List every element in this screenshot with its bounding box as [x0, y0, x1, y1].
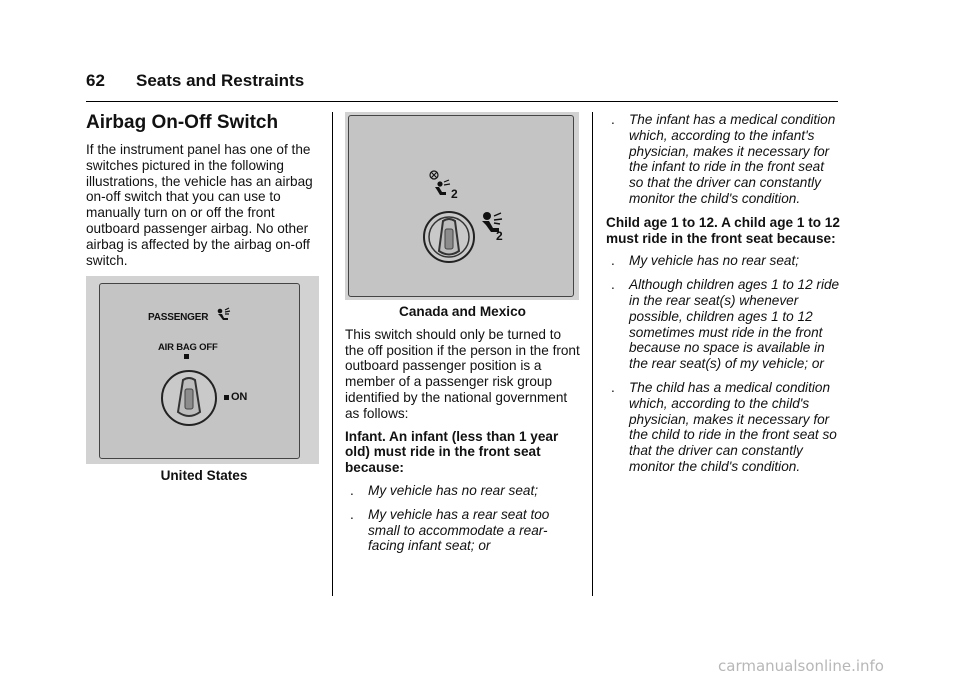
page-number: 62	[86, 71, 105, 90]
airbag-off-label: AIR BAG OFF	[158, 342, 218, 354]
bullet-marker: .	[350, 482, 354, 498]
bullet-marker: .	[350, 506, 354, 522]
column-divider-1	[332, 112, 333, 596]
airbag-on-icon	[479, 210, 507, 238]
page-title: Airbag On-Off Switch	[86, 112, 279, 133]
child-bullet-3: The child has a medical condition which, according to the child's physician, makes it necessary for the child to ride in the front seat so that the driver can constantly monitor the child's condition.	[629, 379, 837, 474]
infant-bullet-3: The infant has a medical condition which, according to the infant's physician, makes it necessary for the infant to ride in the front seat so that the driver can constantly monitor the child's condition.	[629, 112, 836, 206]
infant-heading: Infant. An infant (less than 1 year old) must ride in the front seat because:	[345, 428, 559, 476]
watermark: carmanualsonline.info	[718, 657, 884, 675]
passenger-airbag-icon	[215, 307, 231, 323]
off-icon-number: 2	[451, 187, 458, 201]
intro-paragraph: If the instrument panel has one of the switches pictured in the following illustrations, the vehicle has an airbag on-off switch that you can use to manually turn on or off the front outboard passenger airbag. No other airbag is affected by the airbag on-off switch.	[86, 142, 313, 268]
infant-bullet-1: My vehicle has no rear seat;	[368, 482, 539, 498]
column-3	[606, 112, 842, 483]
canada-switch-figure	[345, 112, 579, 300]
list-item	[606, 253, 842, 269]
on-icon-number: 2	[496, 229, 503, 243]
us-switch-figure	[86, 276, 319, 464]
child-bullet-2: Although children ages 1 to 12 ride in the rear seat(s) whenever possible, children ages 1 to 12 sometimes must ride in the front because no space is available in the rear seat(s) of my vehicle; or	[629, 277, 840, 372]
canada-figure-caption: Canada and Mexico	[399, 304, 526, 319]
list-item	[606, 380, 842, 475]
column-divider-2	[592, 112, 593, 596]
column-1	[86, 112, 322, 491]
list-item	[345, 507, 580, 554]
child-heading: Child age 1 to 12. A child age 1 to 12 must ride in the front seat because:	[606, 214, 840, 246]
switch-knob	[159, 368, 219, 428]
switch-usage-paragraph: This switch should only be turned to the off position if the person in the front outboard passenger position is a member of a passenger risk group identified by the national government as follows:	[345, 326, 580, 421]
list-item	[345, 483, 580, 499]
passenger-label: PASSENGER	[148, 312, 209, 324]
on-indicator	[224, 395, 229, 400]
page-header	[86, 71, 838, 102]
list-item	[606, 112, 842, 207]
child-bullet-1: My vehicle has no rear seat;	[629, 253, 800, 269]
canada-switch-panel	[348, 115, 574, 297]
on-label: ON	[231, 391, 248, 404]
infant-bullet-2: My vehicle has a rear seat too small to accommodate a rear-facing infant seat; or	[368, 506, 550, 554]
us-figure-caption: United States	[160, 468, 248, 484]
column-2	[345, 112, 580, 562]
bullet-marker: .	[611, 379, 615, 395]
bullet-marker: .	[611, 112, 615, 127]
list-item	[606, 277, 842, 372]
off-indicator	[184, 354, 189, 359]
section-title: Seats and Restraints	[136, 71, 305, 90]
switch-knob	[421, 209, 477, 265]
bullet-marker: .	[611, 277, 615, 293]
bullet-marker: .	[611, 253, 615, 269]
